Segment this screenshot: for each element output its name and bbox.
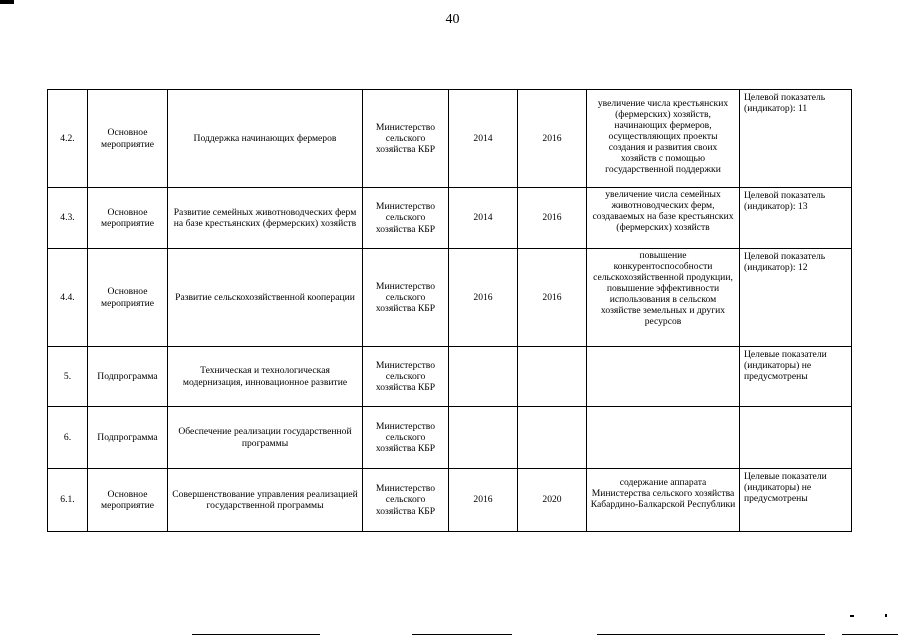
- row-end-year: 2020: [518, 469, 587, 532]
- page-number: 40: [445, 12, 460, 27]
- row-result: повышение конкурентоспособности сельскохозяйственной продукции, повышение эффективности использования в сельском хозяйстве земельных и других ресурсов: [587, 249, 740, 347]
- row-name: Техническая и технологическая модернизация, инновационное развитие: [168, 347, 363, 407]
- bottom-rule: [412, 634, 512, 635]
- row-executor: Министерство сельского хозяйства КБР: [363, 90, 449, 188]
- row-indicator: Целевой показатель (индикатор): 13: [740, 188, 852, 249]
- row-type: Основное мероприятие: [88, 90, 168, 188]
- row-name: Развитие семейных животноводческих ферм на базе крестьянских (фермерских) хозяйств: [168, 188, 363, 249]
- table-row: [48, 469, 852, 532]
- row-type: Основное мероприятие: [88, 249, 168, 347]
- row-type: Основное мероприятие: [88, 188, 168, 249]
- row-end-year: 2016: [518, 90, 587, 188]
- bottom-rule: [842, 634, 898, 635]
- table-row: [48, 249, 852, 347]
- table-row: [48, 347, 852, 407]
- table-row: [48, 90, 852, 188]
- row-result: увеличение числа крестьянских (фермерских) хозяйств, начинающих фермеров, осуществляющих проекты создания и развития своих хозяйств с помощью государственной поддержки: [587, 90, 740, 188]
- row-start-year: [449, 407, 518, 469]
- row-indicator: Целевые показатели (индикаторы) не предусмотрены: [740, 469, 852, 532]
- bottom-rule: [192, 634, 320, 635]
- row-executor: Министерство сельского хозяйства КБР: [363, 469, 449, 532]
- row-result: увеличение числа семейных животноводческих ферм, создаваемых на базе крестьянских (фермерских) хозяйств: [587, 188, 740, 249]
- row-indicator: [740, 407, 852, 469]
- scan-corner-mark: [0, 0, 14, 4]
- row-executor: Министерство сельского хозяйства КБР: [363, 249, 449, 347]
- row-result: [587, 407, 740, 469]
- scan-artifact: [850, 615, 854, 617]
- row-end-year: [518, 407, 587, 469]
- row-type: Основное мероприятие: [88, 469, 168, 532]
- row-start-year: 2016: [449, 249, 518, 347]
- program-table: [47, 89, 852, 532]
- row-number: 4.4.: [48, 249, 88, 347]
- row-end-year: 2016: [518, 188, 587, 249]
- row-type: Подпрограмма: [88, 347, 168, 407]
- row-start-year: 2016: [449, 469, 518, 532]
- row-start-year: 2014: [449, 90, 518, 188]
- row-name: Развитие сельскохозяйственной кооперации: [168, 249, 363, 347]
- row-name: Совершенствование управления реализацией государственной программы: [168, 469, 363, 532]
- row-name: Обеспечение реализации государственной программы: [168, 407, 363, 469]
- row-start-year: [449, 347, 518, 407]
- row-number: 4.3.: [48, 188, 88, 249]
- row-end-year: 2016: [518, 249, 587, 347]
- row-name: Поддержка начинающих фермеров: [168, 90, 363, 188]
- row-result: [587, 347, 740, 407]
- row-executor: Министерство сельского хозяйства КБР: [363, 347, 449, 407]
- row-number: 5.: [48, 347, 88, 407]
- table-row: [48, 407, 852, 469]
- bottom-rule: [597, 634, 825, 635]
- row-number: 6.: [48, 407, 88, 469]
- row-number: 4.2.: [48, 90, 88, 188]
- row-end-year: [518, 347, 587, 407]
- scan-artifact: [885, 614, 887, 617]
- row-number: 6.1.: [48, 469, 88, 532]
- row-indicator: Целевые показатели (индикаторы) не предусмотрены: [740, 347, 852, 407]
- row-executor: Министерство сельского хозяйства КБР: [363, 188, 449, 249]
- row-type: Подпрограмма: [88, 407, 168, 469]
- row-indicator: Целевой показатель (индикатор): 12: [740, 249, 852, 347]
- row-indicator: Целевой показатель (индикатор): 11: [740, 90, 852, 188]
- row-start-year: 2014: [449, 188, 518, 249]
- row-result: содержание аппарата Министерства сельского хозяйства Кабардино-Балкарской Республики: [587, 469, 740, 532]
- table-row: [48, 188, 852, 249]
- row-executor: Министерство сельского хозяйства КБР: [363, 407, 449, 469]
